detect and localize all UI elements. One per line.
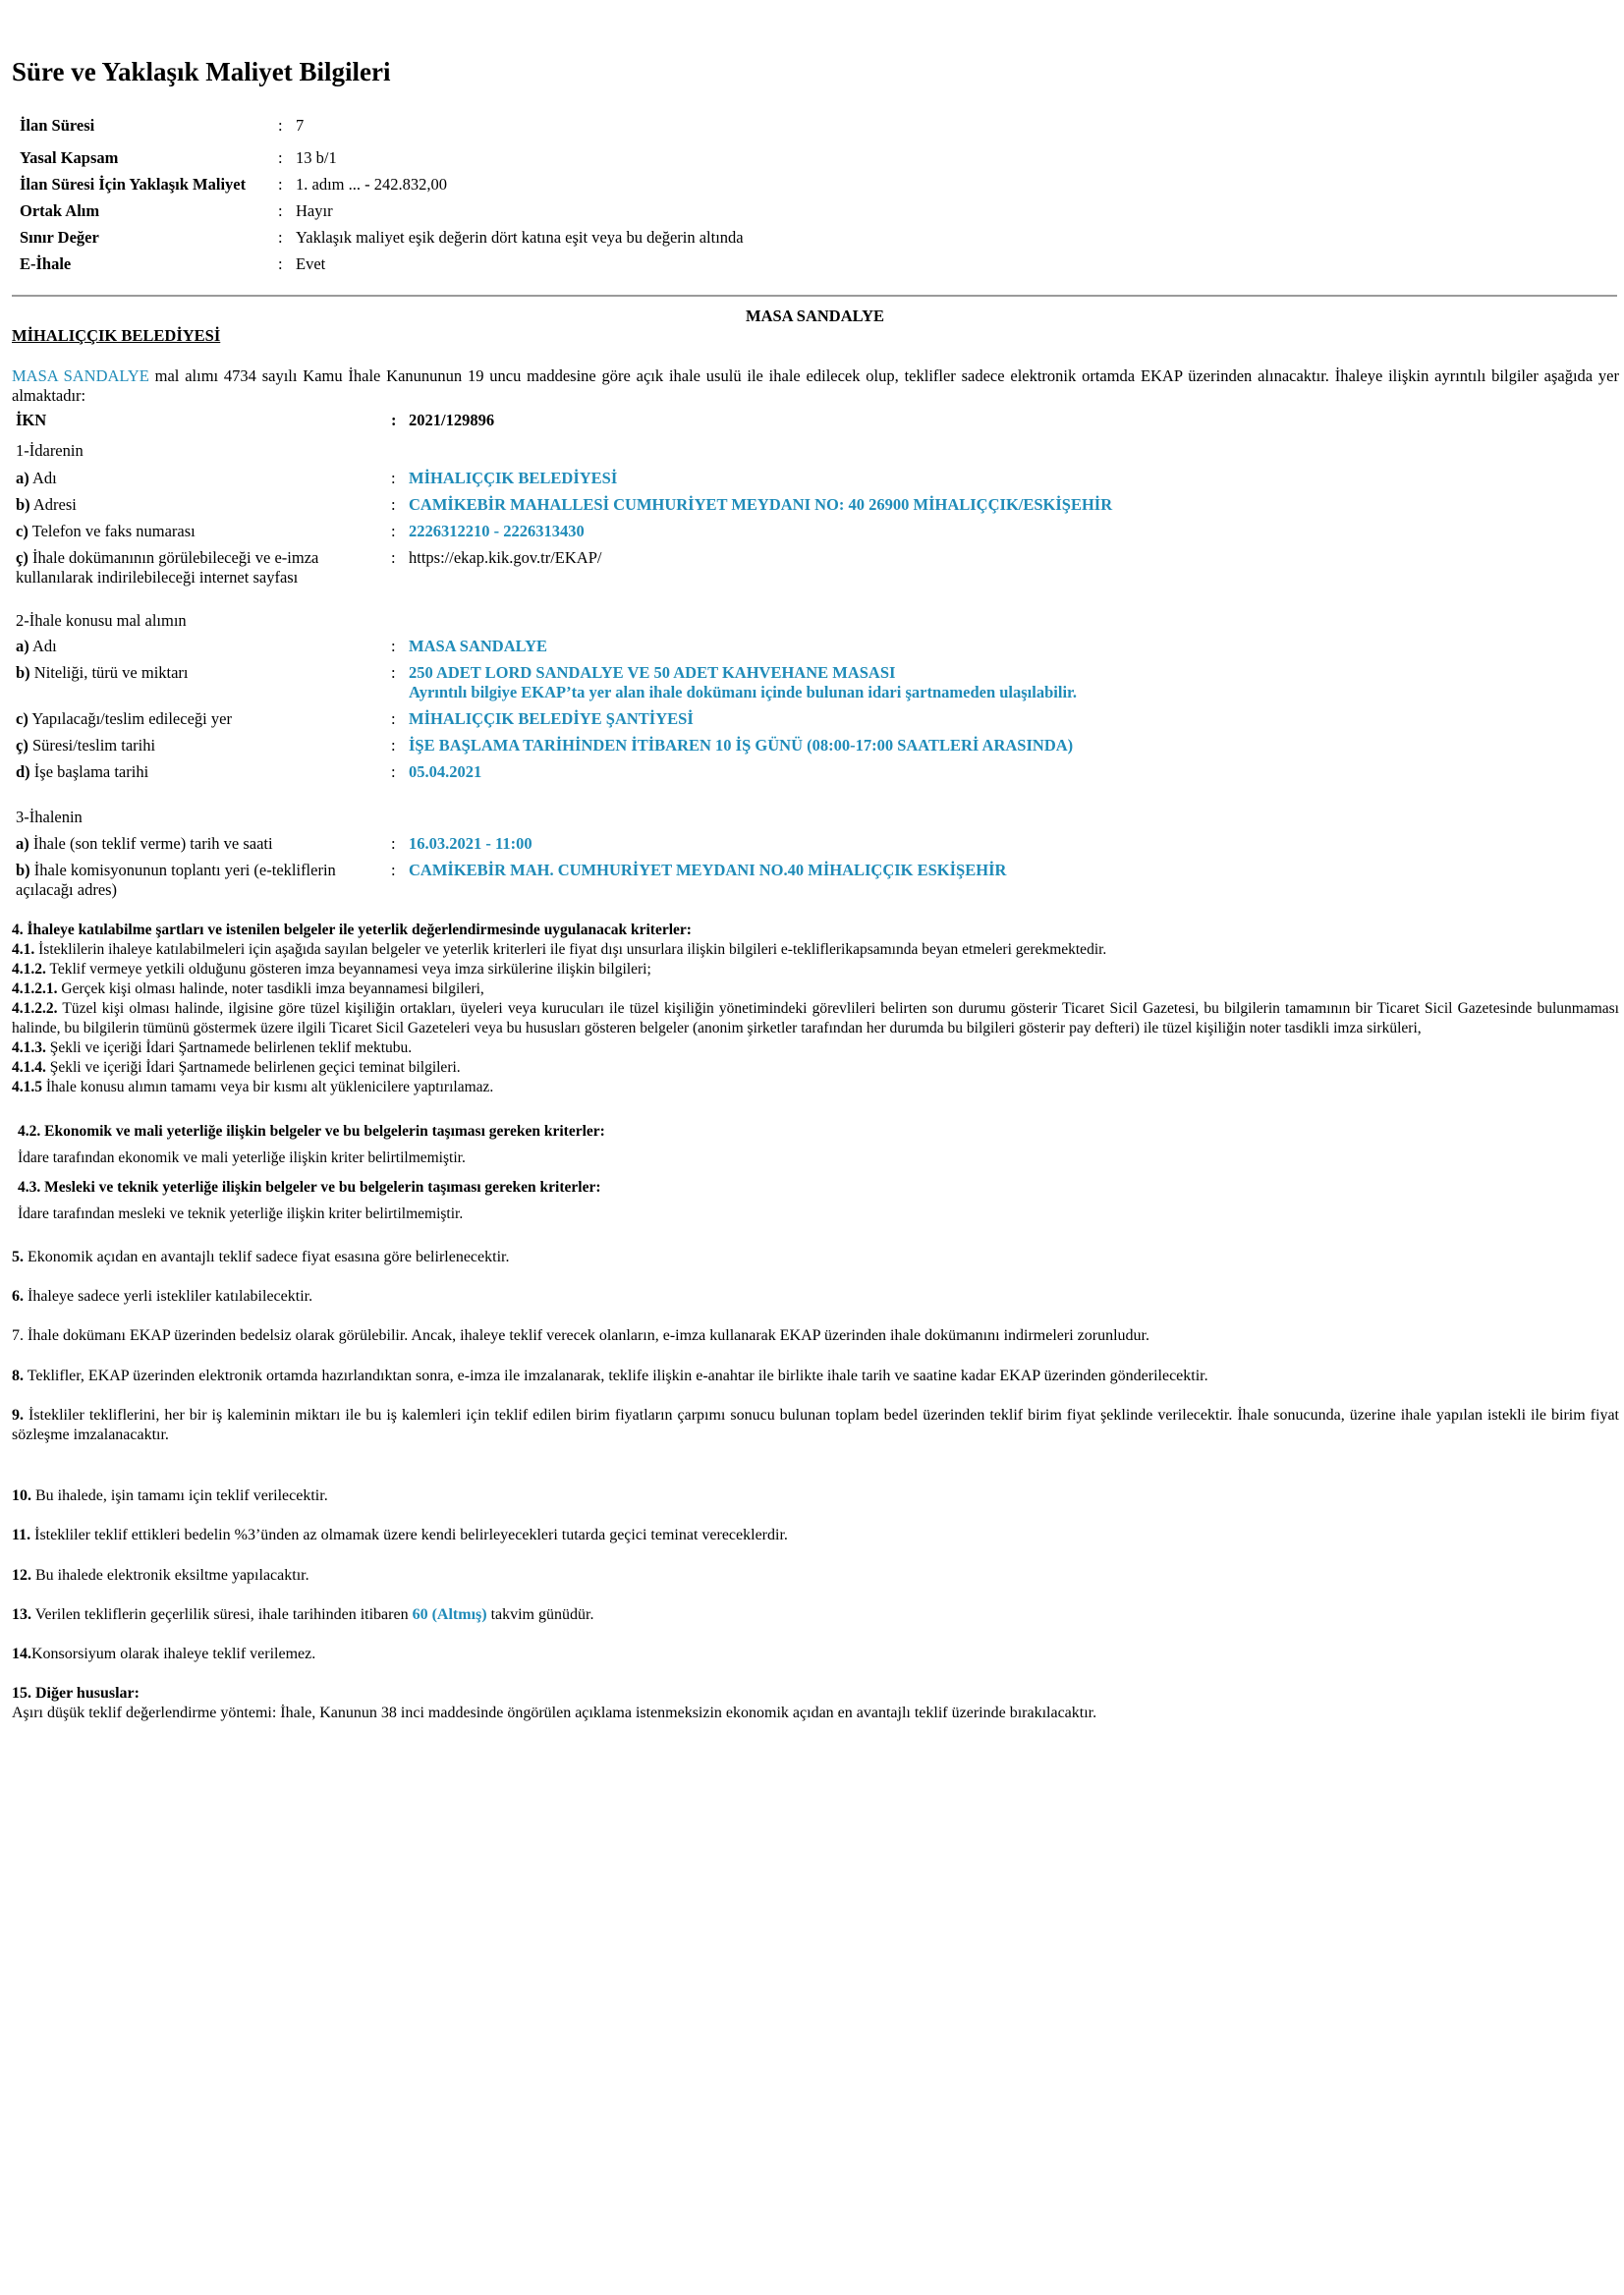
row-letter: a) (16, 469, 29, 487)
criteria-block (12, 921, 1619, 1097)
row-value: 250 ADET LORD SANDALYE VE 50 ADET KAHVEHANE MASASI (409, 663, 896, 682)
criteria-item (12, 1078, 1619, 1097)
row-label: İhale dokümanının görülebileceği ve e-imza kullanılarak indirilebileceği internet sayfası (16, 548, 319, 587)
paragraph-14 (12, 1645, 1619, 1664)
criteria-num: 4.1.4. (12, 1059, 46, 1076)
row-label: Adresi (29, 495, 77, 514)
para-num: 10. (12, 1487, 31, 1504)
para-num: 13. (12, 1606, 31, 1623)
criteria-item (12, 980, 1619, 999)
row-label: İşe başlama tarihi (29, 762, 149, 781)
summary-row (16, 142, 748, 175)
paragraph-12 (12, 1566, 1619, 1586)
criteria-num: 4.1. (12, 941, 35, 958)
criteria-4-3-heading: 4.3. Mesleki ve teknik yeterliğe ilişkin belgeler ve bu belgelerin taşıması gereken kriterler: (18, 1179, 601, 1196)
divider (12, 295, 1617, 297)
intro-highlight: MASA SANDALYE (12, 366, 149, 385)
summary-row (16, 175, 748, 201)
row-value: MİHALIÇÇIK BELEDİYE ŞANTİYESİ (409, 709, 694, 728)
paragraph-5 (12, 1248, 1619, 1267)
ikn-colon: : (391, 411, 397, 429)
row-letter: ç) (16, 736, 28, 755)
page-title: Süre ve Yaklaşık Maliyet Bilgileri (12, 57, 391, 86)
criteria-4-2 (18, 1122, 1619, 1168)
summary-colon: : (278, 116, 283, 135)
para-text: Ekonomik açıdan en avantajlı teklif sadece fiyat esasına göre belirlenecektir. (24, 1249, 510, 1265)
criteria-4-2-heading: 4.2. Ekonomik ve mali yeterliğe ilişkin belgeler ve bu belgelerin taşıması gereken kriterler: (18, 1123, 605, 1140)
row-letter: a) (16, 834, 29, 853)
paragraph-13 (12, 1605, 1619, 1625)
paragraph-8 (12, 1367, 1619, 1386)
para-text: İstekliler tekliflerini, her bir iş kaleminin miktarı ile bu iş kalemleri için teklif edilen birim fiyatların çarpımı sonucu bulunan toplam bedel üzerinden teklif birim fiyat şeklinde verilecektir. İhale sonucunda, üzerine ihale yapılan istekli ile birim fiyat sözleşme imzalanacaktır. (12, 1407, 1619, 1443)
criteria-text: Şekli ve içeriği İdari Şartnamede belirlenen geçici teminat bilgileri. (45, 1059, 461, 1076)
validity-period: 60 (Altmış) (412, 1606, 487, 1623)
row-label: Adı (28, 469, 57, 487)
criteria-text: Şekli ve içeriği İdari Şartnamede belirlenen teklif mektubu. (45, 1039, 413, 1056)
summary-label: E-İhale (20, 254, 72, 273)
row-letter: ç) (16, 548, 28, 567)
row-colon: : (391, 637, 396, 655)
row-colon: : (391, 834, 396, 853)
row-colon: : (391, 495, 396, 514)
criteria-4-3-text: İdare tarafından mesleki ve teknik yeterliğe ilişkin kriter belirtilmemiştir. (18, 1205, 464, 1222)
criteria-text: Gerçek kişi olması halinde, noter tasdikli imza beyannamesi bilgileri, (57, 980, 484, 997)
row-label: Telefon ve faks numarası (28, 522, 196, 540)
row-colon: : (391, 469, 396, 487)
criteria-num: 4.1.2.1. (12, 980, 58, 997)
row-value: MİHALIÇÇIK BELEDİYESİ (409, 469, 618, 487)
summary-colon: : (278, 201, 283, 220)
summary-row (16, 228, 748, 254)
criteria-item (12, 1058, 1619, 1078)
para-num: 14. (12, 1646, 31, 1662)
criteria-num: 4.1.5 (12, 1079, 42, 1095)
paragraph-7 (12, 1326, 1619, 1346)
summary-table (16, 116, 748, 281)
criteria-num: 4.1.3. (12, 1039, 46, 1056)
tender-subject: MASA SANDALYE (746, 307, 885, 325)
row-colon: : (391, 861, 396, 879)
row-value: CAMİKEBİR MAH. CUMHURİYET MEYDANI NO.40 MİHALIÇÇIK ESKİŞEHİR (409, 861, 1007, 879)
section-1 (16, 441, 84, 461)
summary-label: Ortak Alım (20, 201, 100, 220)
row-value-block (409, 663, 1617, 702)
row-label: Yapılacağı/teslim edileceği yer (28, 709, 232, 728)
row-label: İhale komisyonunun toplantı yeri (e-tekliflerin açılacağı adres) (16, 861, 336, 899)
criteria-text: İhale konusu alımın tamamı veya bir kısmı alt yüklenicilere yaptırılamaz. (42, 1079, 494, 1095)
row-value: 05.04.2021 (409, 762, 482, 781)
row-colon: : (391, 762, 396, 781)
summary-label: İlan Süresi İçin Yaklaşık Maliyet (20, 175, 247, 194)
summary-row (16, 116, 748, 142)
section-2-heading: 2-İhale konusu mal alımın (16, 611, 187, 630)
criteria-text: Teklif vermeye yetkili olduğunu gösteren imza beyannamesi veya imza sirkülerine ilişkin bilgileri; (45, 961, 651, 978)
row-letter: b) (16, 663, 30, 682)
row-colon: : (391, 736, 396, 755)
row-letter: c) (16, 522, 28, 540)
ekap-link[interactable]: https://ekap.kik.gov.tr/EKAP/ (409, 548, 602, 567)
summary-value: Yaklaşık maliyet eşik değerin dört katına eşit veya bu değerin altında (296, 228, 744, 247)
summary-value: Evet (296, 254, 326, 273)
row-value: CAMİKEBİR MAHALLESİ CUMHURİYET MEYDANI NO: 40 26900 MİHALIÇÇIK/ESKİŞEHİR (409, 495, 1113, 514)
criteria-num: 4.1.2. (12, 961, 46, 978)
row-value: İŞE BAŞLAMA TARİHİNDEN İTİBAREN 10 İŞ GÜNÜ (08:00-17:00 SAATLERİ ARASINDA) (409, 736, 1074, 755)
row-letter: a) (16, 637, 29, 655)
summary-colon: : (278, 148, 283, 167)
row-colon: : (391, 709, 396, 728)
criteria-4-2-text: İdare tarafından ekonomik ve mali yeterliğe ilişkin kriter belirtilmemiştir. (18, 1149, 466, 1166)
criteria-heading: 4. İhaleye katılabilme şartları ve istenilen belgeler ile yeterlik değerlendirmesinde uygulanacak kriterler: (12, 922, 692, 938)
para-text: Bu ihalede elektronik eksiltme yapılacaktır. (31, 1567, 309, 1584)
paragraph-9 (12, 1406, 1619, 1445)
row-label: Niteliği, türü ve miktarı (29, 663, 189, 682)
summary-colon: : (278, 175, 283, 194)
section-2 (16, 611, 187, 631)
para-num: 12. (12, 1567, 31, 1584)
para-text: takvim günüdür. (486, 1606, 594, 1623)
paragraph-15 (12, 1684, 1619, 1723)
summary-value: 13 b/1 (296, 148, 337, 167)
row-colon: : (391, 522, 396, 540)
paragraph-11 (12, 1526, 1619, 1545)
intro-text: mal alımı 4734 sayılı Kamu İhale Kanununun 19 uncu maddesine göre açık ihale usulü ile ihale edilecek olup, teklifler sadece elektronik ortamda EKAP üzerinden alınacaktır. İhaleye ilişkin ayrıntılı bilgiler aşağıda yer almaktadır: (12, 366, 1619, 405)
criteria-num: 4.1.2.2. (12, 1000, 58, 1017)
row-label: Süresi/teslim tarihi (28, 736, 156, 755)
para-text: 7. İhale dokümanı EKAP üzerinden bedelsiz olarak görülebilir. Ancak, ihaleye teklif verecek olanların, e-imza kullanarak EKAP üzerinden ihale dokümanını indirmeleri zorunludur. (12, 1327, 1149, 1344)
ikn-value: 2021/129896 (409, 411, 495, 429)
summary-row (16, 201, 748, 228)
intro-paragraph (12, 366, 1619, 406)
para-15-text: Aşırı düşük teklif değerlendirme yöntemi: İhale, Kanunun 38 inci maddesinde öngörülen açıklama istenmeksizin ekonomik açıdan en avantajlı teklif üzerinde bırakılacaktır. (12, 1705, 1097, 1721)
para-text: Bu ihalede, işin tamamı için teklif verilecektir. (31, 1487, 328, 1504)
summary-label: İlan Süresi (20, 116, 95, 135)
para-num: 6. (12, 1288, 24, 1305)
section-3-heading: 3-İhalenin (16, 808, 83, 826)
summary-row (16, 254, 748, 281)
criteria-item (12, 940, 1619, 960)
row-label: İhale (son teklif verme) tarih ve saati (28, 834, 273, 853)
criteria-text: İsteklilerin ihaleye katılabilmeleri için aşağıda sayılan belgeler ve yeterlik kriterleri ile fiyat dışı unsurlara ilişkin bilgileri e-tekliflerikapsamında beyan etmeleri gerekmektedir. (34, 941, 1107, 958)
para-text: İstekliler teklif ettikleri bedelin %3’ünden az olmamak üzere kendi belirleyecekleri tutarda geçici teminat vereceklerdir. (30, 1527, 788, 1543)
paragraph-6 (12, 1287, 1619, 1307)
para-text: İhaleye sadece yerli istekliler katılabilecektir. (24, 1288, 313, 1305)
criteria-item (12, 960, 1619, 980)
row-colon: : (391, 548, 396, 567)
row-letter: b) (16, 495, 30, 514)
summary-label: Sınır Değer (20, 228, 99, 247)
summary-value: Hayır (296, 201, 333, 220)
summary-colon: : (278, 228, 283, 247)
para-num: 8. (12, 1368, 24, 1384)
row-letter: c) (16, 709, 28, 728)
para-num: 11. (12, 1527, 31, 1543)
criteria-item (12, 1038, 1619, 1058)
criteria-4-3 (18, 1178, 1619, 1224)
para-num: 9. (12, 1407, 24, 1424)
row-value: 2226312210 - 2226313430 (409, 522, 585, 540)
para-text: Verilen tekliflerin geçerlilik süresi, ihale tarihinden itibaren (31, 1606, 413, 1623)
criteria-text: Tüzel kişi olması halinde, ilgisine göre tüzel kişiliğin ortakları, üyeleri veya kurucuları ile tüzel kişiliğin yönetimindeki görevlileri belirten son durumu gösterir Ticaret Sicil Gazetesi, bu bilgilerin tamamının bir Ticaret Sicil Gazetesinde bulunmaması halinde, bu bilgilerin tümünü göstermek üzere ilgili Ticaret Sicil Gazeteleri veya bu hususları gösteren belgeler (anonim şirketler tarafından her durumda bu bilgileri gösterir pay defteri) ile tüzel kişiliğin noter tasdikli imza sirküleri, (12, 1000, 1619, 1036)
summary-value: 7 (296, 116, 305, 135)
para-text: Konsorsiyum olarak ihaleye teklif verilemez. (31, 1646, 316, 1662)
summary-value: 1. adım ... - 242.832,00 (296, 175, 447, 194)
row-letter: b) (16, 861, 30, 879)
row-value: MASA SANDALYE (409, 637, 548, 655)
summary-label: Yasal Kapsam (20, 148, 119, 167)
organization-name: MİHALIÇÇIK BELEDİYESİ (12, 326, 221, 345)
para-15-heading: 15. Diğer hususlar: (12, 1685, 140, 1702)
section-3 (16, 808, 83, 827)
row-subvalue: Ayrıntılı bilgiye EKAP’ta yer alan ihale dokümanı içinde bulunan idari şartnameden ulaşılabilir. (409, 683, 1077, 701)
row-colon: : (391, 663, 396, 682)
para-text: Teklifler, EKAP üzerinden elektronik ortamda hazırlandıktan sonra, e-imza ile imzalanarak, teklife ilişkin e-anahtar ile birlikte ihale tarih ve saatine kadar EKAP üzerinden gönderilecektir. (24, 1368, 1208, 1384)
row-value: 16.03.2021 - 11:00 (409, 834, 532, 853)
row-label: Adı (28, 637, 57, 655)
ikn-label: İKN (16, 411, 47, 429)
criteria-item (12, 999, 1619, 1038)
section-1-heading: 1-İdarenin (16, 441, 84, 460)
summary-colon: : (278, 254, 283, 273)
row-letter: d) (16, 762, 30, 781)
para-num: 5. (12, 1249, 24, 1265)
paragraph-10 (12, 1486, 1619, 1506)
